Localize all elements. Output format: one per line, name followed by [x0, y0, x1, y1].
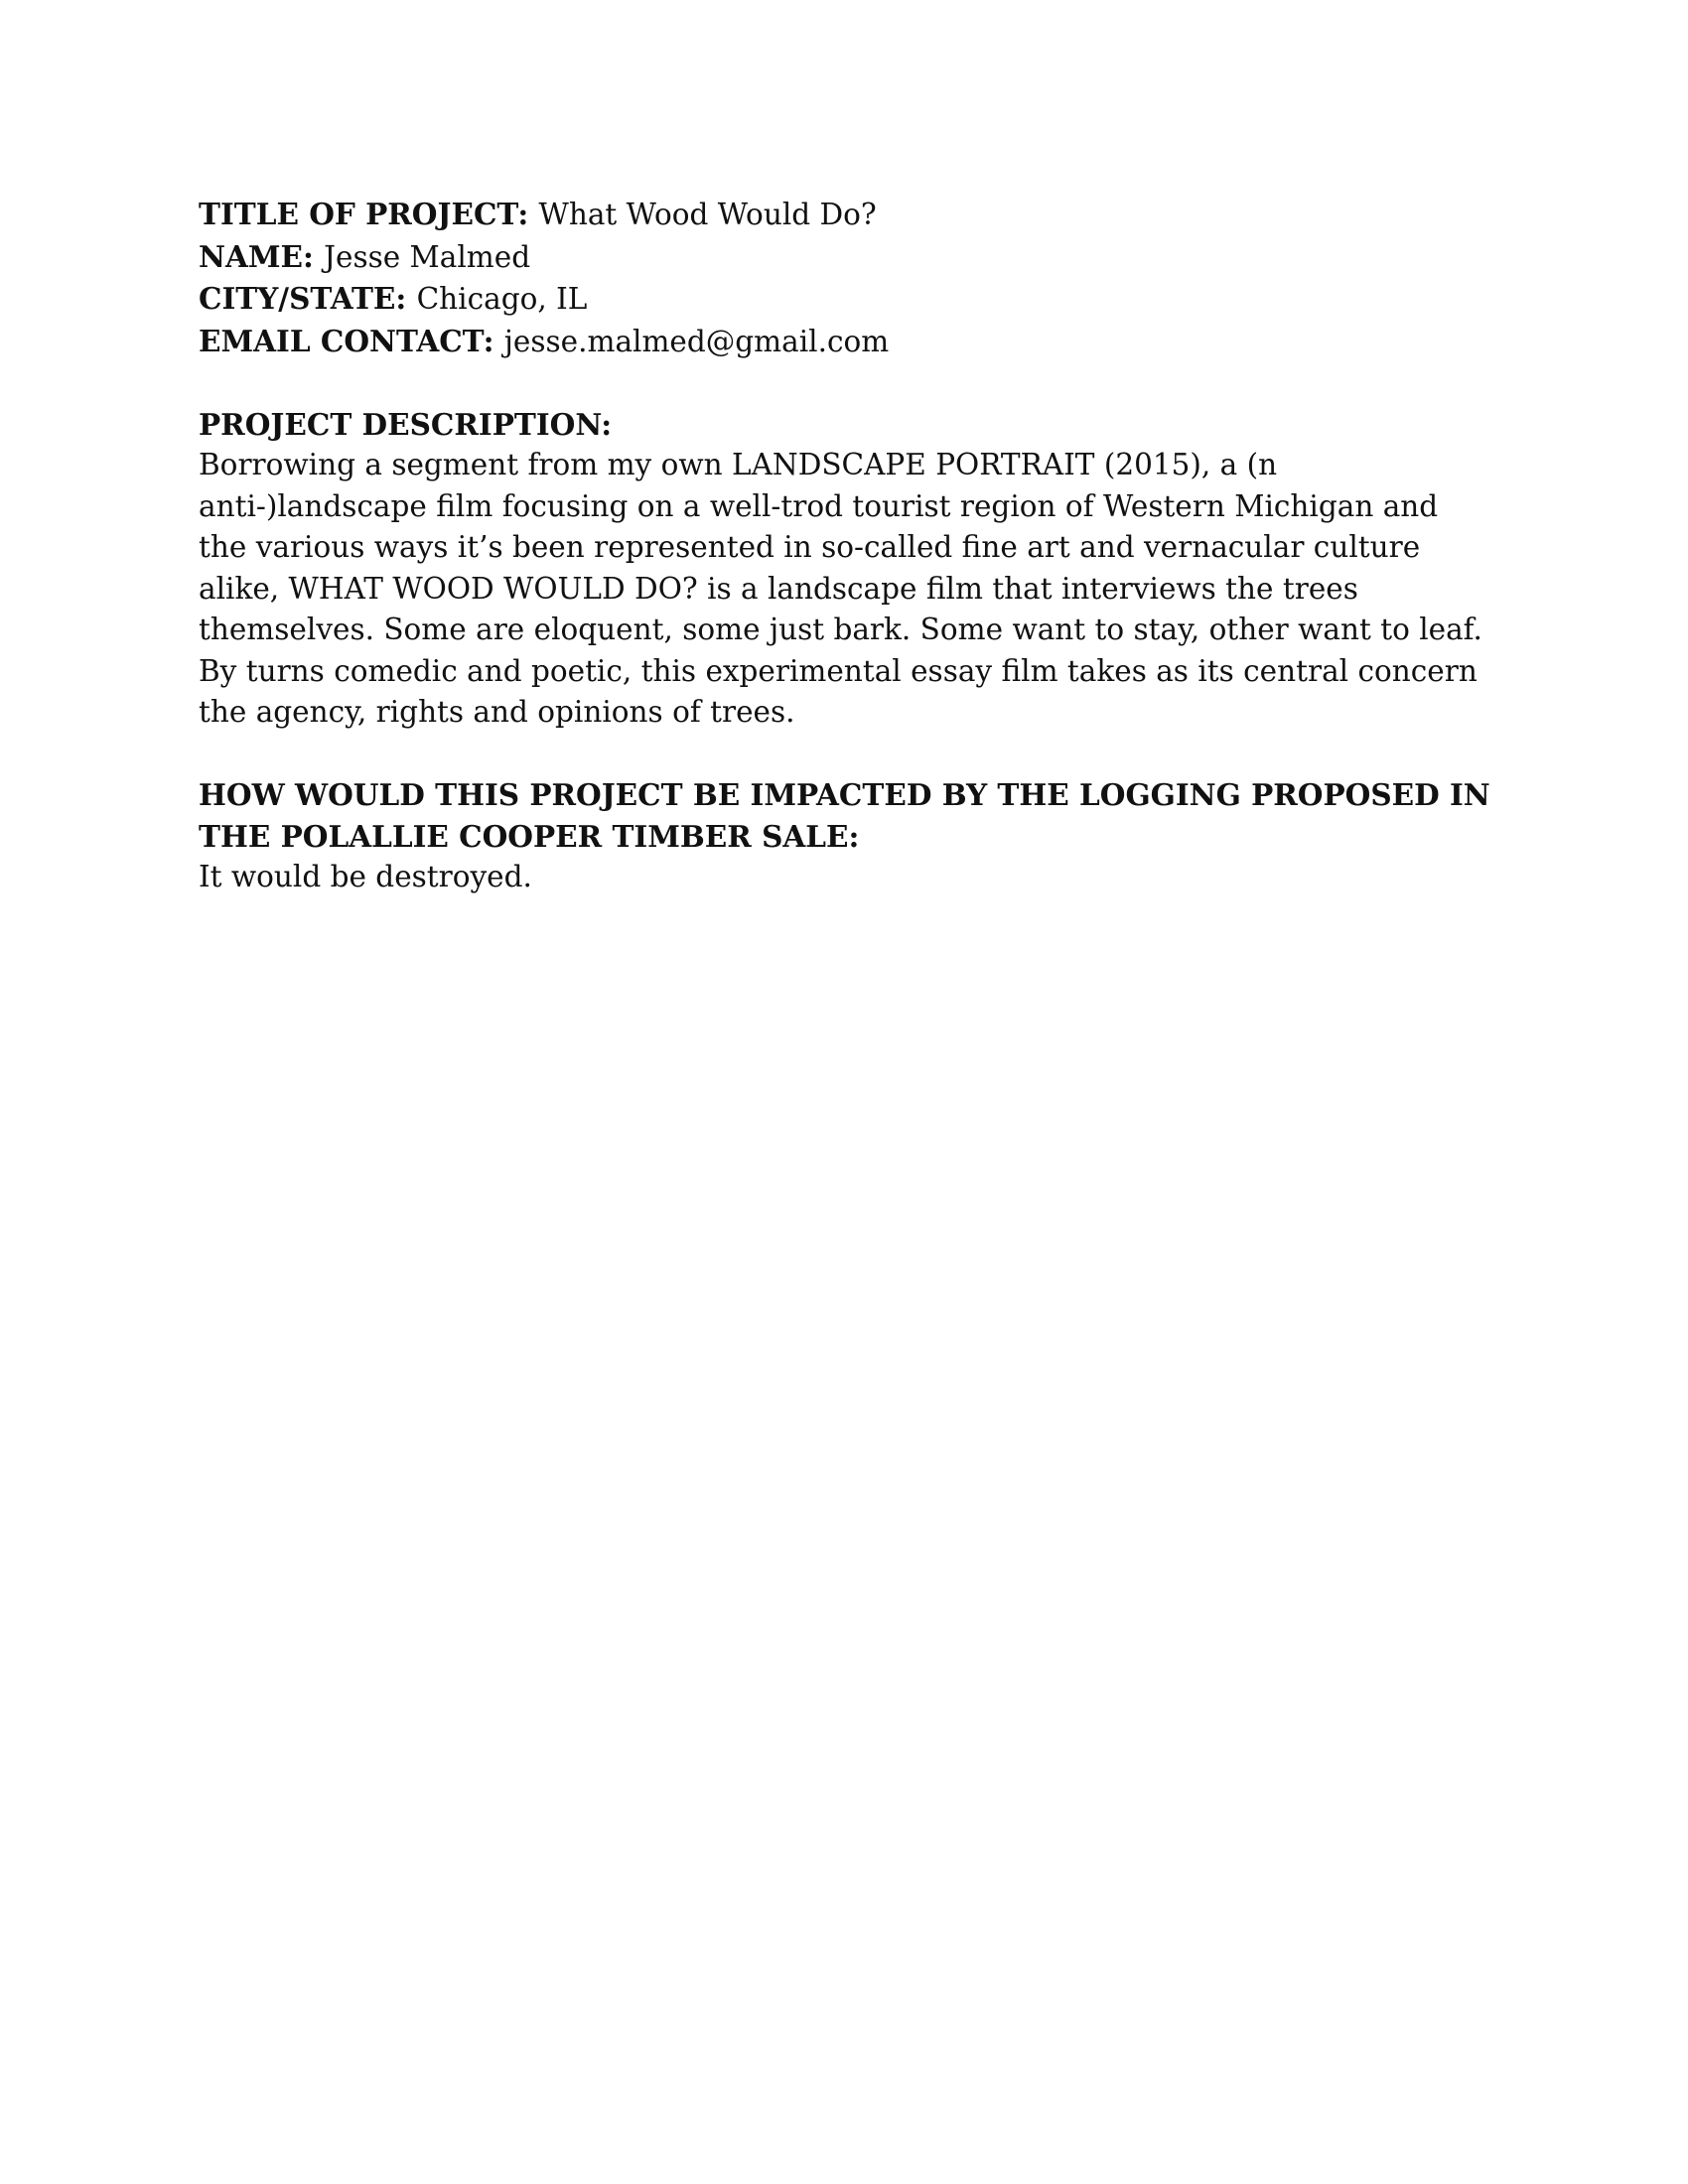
description-line: alike, WHAT WOOD WOULD DO? is a landscape film that interviews the trees [199, 571, 1358, 606]
project-info-block [199, 194, 1529, 362]
project-description-section [199, 404, 1529, 734]
name-label: NAME: [199, 238, 325, 274]
title-of-project-row [199, 194, 1529, 236]
document-page [199, 194, 1529, 898]
title-of-project-label: TITLE OF PROJECT: [199, 197, 539, 231]
title-of-project-value: What Wood Would Do? [538, 198, 877, 231]
impact-answer: It would be destroyed. [199, 860, 532, 893]
name-value: Jesse Malmed [324, 239, 531, 274]
city-state-label: CITY/STATE: [199, 281, 417, 316]
city-state-row [199, 278, 1529, 321]
impact-heading-line: THE POLALLIE COOPER TIMBER SALE: [199, 818, 860, 854]
project-description-heading: PROJECT DESCRIPTION: [199, 406, 613, 442]
description-line: anti-)landscape film focusing on a well-trod tourist region of Western Michigan and [199, 488, 1439, 523]
email-contact-label: EMAIL CONTACT: [199, 323, 504, 358]
city-state-value: Chicago, IL [416, 282, 588, 316]
impact-heading-line: HOW WOULD THIS PROJECT BE IMPACTED BY THE LOGGING PROPOSED IN [199, 777, 1490, 812]
impact-section [199, 774, 1529, 898]
description-line: the various ways it’s been represented in so-called fine art and vernacular culture [199, 530, 1421, 564]
description-line: By turns comedic and poetic, this experimental essay film takes as its central concern [199, 653, 1477, 688]
email-contact-value: jesse.malmed@gmail.com [503, 324, 890, 358]
name-row [199, 236, 1529, 279]
description-line: themselves. Some are eloquent, some just bark. Some want to stay, other want to leaf. [199, 613, 1482, 646]
description-line: Borrowing a segment from my own LANDSCAPE PORTRAIT (2015), a (n [199, 448, 1278, 481]
description-line: the agency, rights and opinions of trees. [199, 695, 795, 729]
email-contact-row [199, 321, 1529, 363]
